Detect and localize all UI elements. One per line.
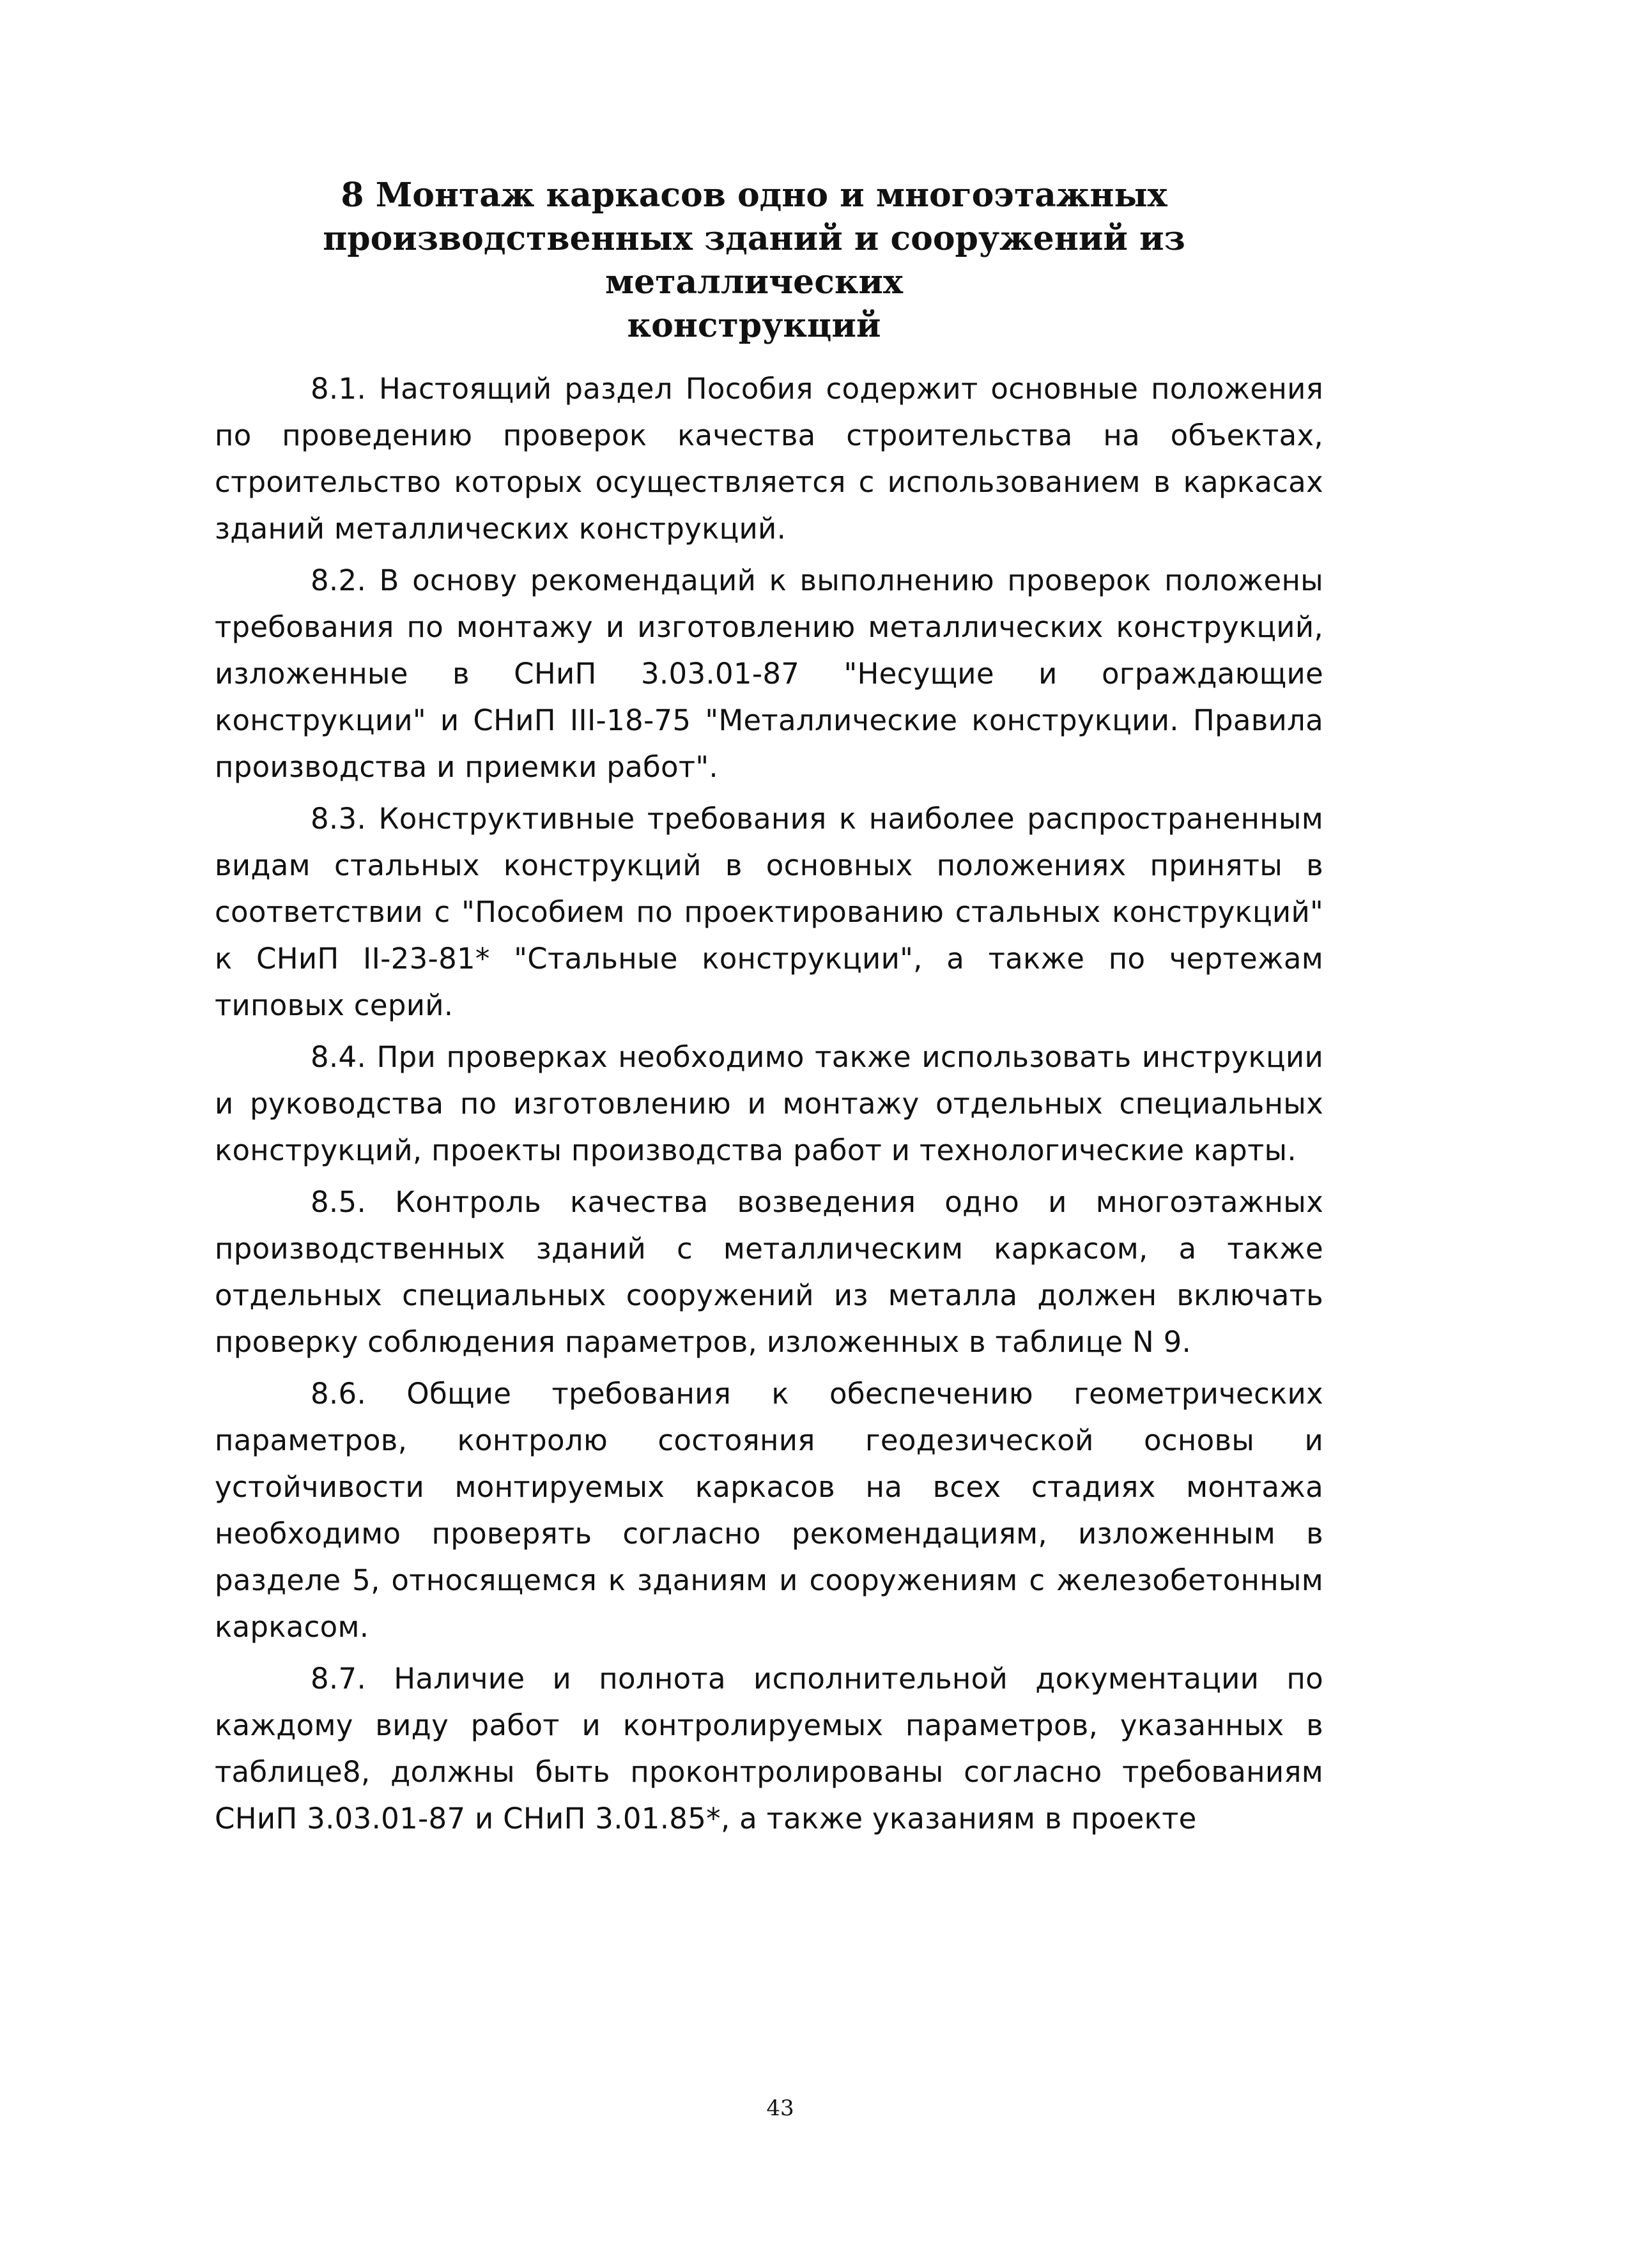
section-body — [215, 365, 1323, 1847]
paragraph-8-7: 8.7. Наличие и полнота исполнительной документации по каждому виду работ и контролируемых параметров, указанных в таблице8, должны быть проконтролированы согласно требованиям СНиП 3.03.01-87 и СНиП 3.01.85*, а также указаниям в проекте — [215, 1662, 1323, 1835]
section-title — [192, 174, 1316, 348]
paragraph-8-3: 8.3. Конструктивные требования к наиболее распространенным видам стальных конструкций в основных положениях приняты в соответствии с "Пособием по проектированию стальных конструкций" к СНиП II-23-81* "Стальные конструкции", а также по чертежам типовых серий. — [215, 802, 1323, 1022]
paragraph-8-2: 8.2. В основу рекомендаций к выполнению проверок положены требования по монтажу и изготовлению металлических конструкций, изложенные в СНиП 3.03.01-87 "Несущие и ограждающие конструкции" и СНиП III-18-75 "Металлические конструкции. Правила производства и приемки работ". — [215, 563, 1323, 784]
section-title-line: 8 Монтаж каркасов одно и многоэтажных — [341, 176, 1167, 215]
paragraph-8-4: 8.4. При проверках необходимо также использовать инструкции и руководства по изготовлению и монтажу отдельных специальных конструкций, проекты производства работ и технологические карты. — [215, 1040, 1323, 1167]
section-title-line: конструкций — [627, 306, 881, 345]
page-number: 43 — [766, 2096, 794, 2121]
section-title-line: производственных зданий и сооружений из металлических — [323, 219, 1185, 302]
paragraph-8-5: 8.5. Контроль качества возведения одно и многоэтажных производственных зданий с металлическим каркасом, а также отдельных специальных сооружений из металла должен включать проверку соблюдения параметров, изложенных в таблице N 9. — [215, 1185, 1323, 1359]
paragraph-8-6: 8.6. Общие требования к обеспечению геометрических параметров, контролю состояния геодезической основы и устойчивости монтируемых каркасов на всех стадиях монтажа необходимо проверять согласно рекомендациям, изложенным в разделе 5, относящемся к зданиям и сооружениям с железобетонным каркасом. — [215, 1377, 1323, 1644]
paragraph-8-1: 8.1. Настоящий раздел Пособия содержит основные положения по проведению проверок качества строительства на объектах, строительство которых осуществляется с использованием в каркасах зданий металлических конструкций. — [215, 372, 1323, 546]
